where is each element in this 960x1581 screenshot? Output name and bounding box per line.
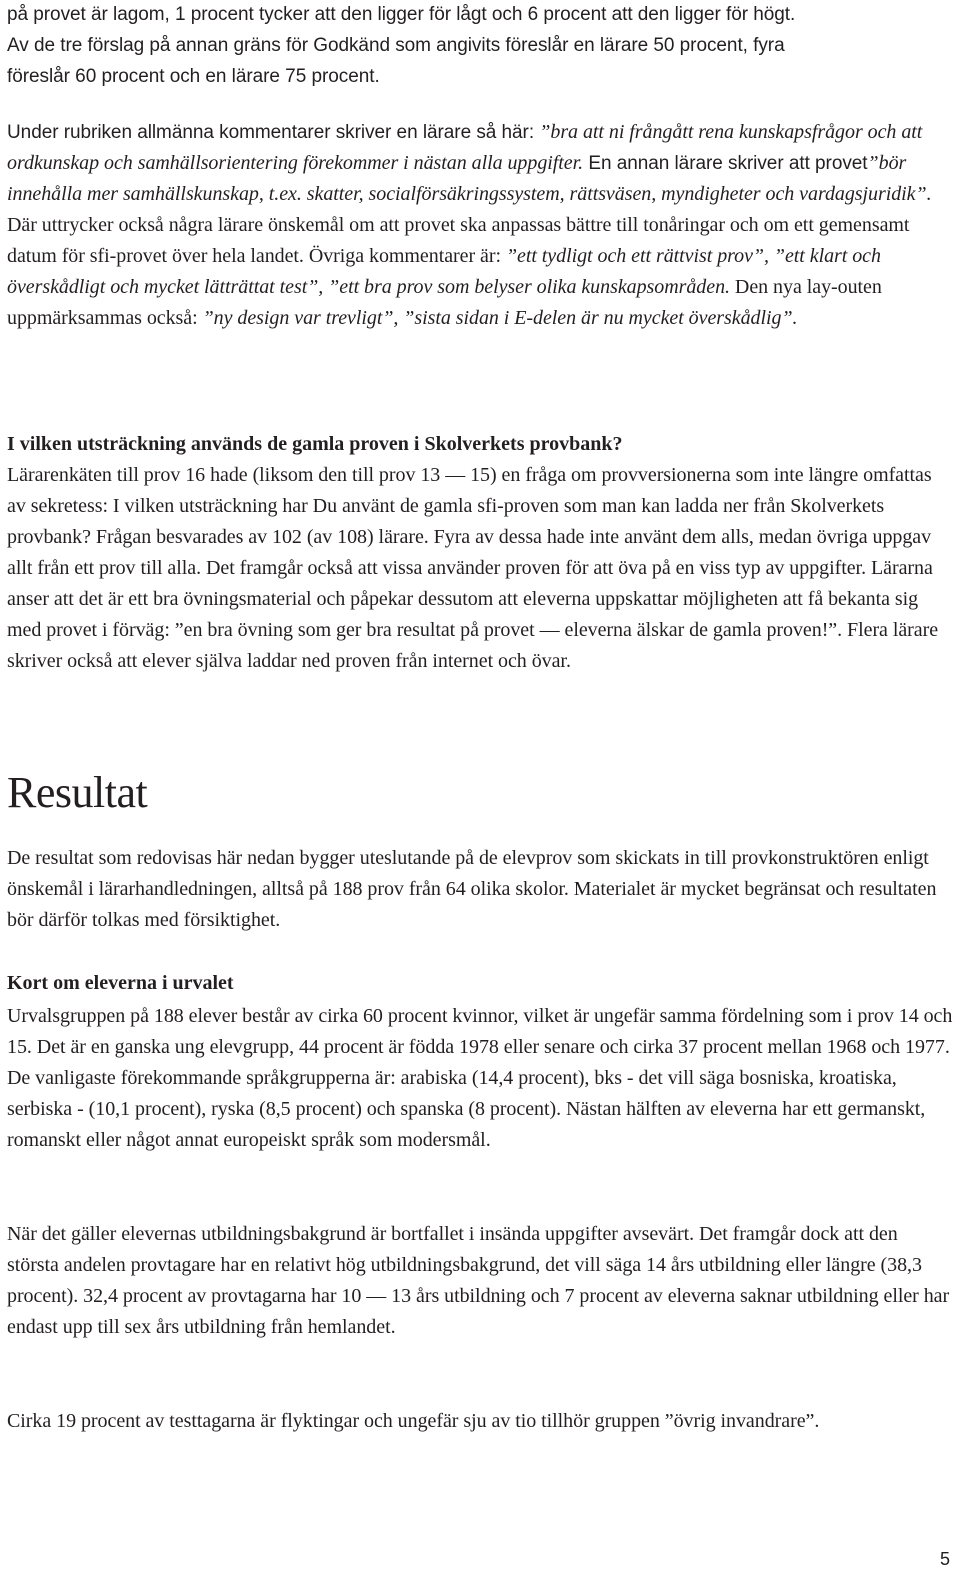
sample-heading: Kort om eleverna i urvalet [7,972,234,994]
comments-text-c: Där uttrycker också några lärare önskemål om att provet ska anpassas bättre till tonåringar och om ett gemensamt datum för sfi-provet över hela landet. Övriga kommentarer är: [7,214,910,267]
comments-text [7,117,953,334]
results-text: De resultat som redovisas här nedan bygger uteslutande på de elevprov som skickats in till provkonstruktören enligt önskemål i lärarhandledningen, alltså på 188 prov från 64 olika skolor. Materialet är mycket begränsat och resultaten bör därför tolkas med försiktighet. [7,847,937,931]
quote-1: ”bra att ni frångått rena kunskapsfrågor och att ordkunskap och samhällsorientering förekommer i nästan alla uppgifter. [7,121,923,174]
refugees-text: Cirka 19 procent av testtagarna är flyktingar och ungefär sju av tio tillhör gruppen ”övrig invandrare”. [7,1410,820,1432]
section-title-resultat: Resultat [7,768,148,817]
comments-paragraph [7,117,953,334]
page-number: 5 [939,1549,950,1569]
intro-line-2: Av de tre förslag på annan gräns för Godkänd som angivits föreslår en lärare 50 procent, fyra [7,35,785,56]
comments-text-b: En annan lärare skriver att provet [583,153,868,174]
education-text: När det gäller elevernas utbildningsbakgrund är bortfallet i insända uppgifter avsevärt. Det framgår dock att den största andelen provtagare har en relativt hög utbildningsbakgrund, det vill säga 14 års utbildning eller längre (38,3 procent). 32,4 procent av provtagarna har 10 — 13 års utbildning och 7 procent av eleverna saknar utbildning eller har endast upp till sex års utbildning från hemlandet. [7,1223,950,1338]
provbank-paragraph [7,460,953,677]
comments-text-d: Den nya lay-outen uppmärksammas också: [7,276,882,329]
quote-2: ”bör innehålla mer samhällskunskap, t.ex. skatter, socialförsäkringssystem, rättsväsen, myndigheter och vardagsjuridik”. [7,152,932,205]
quote-4: ”ny design var trevligt”, ”sista sidan i E-delen är nu mycket överskådlig”. [202,307,798,329]
provbank-heading: I vilken utsträckning används de gamla proven i Skolverkets provbank? [7,433,623,455]
intro-line-3: föreslår 60 procent och en lärare 75 procent. [7,66,380,87]
refugees-paragraph [7,1406,953,1437]
education-paragraph [7,1219,953,1343]
comments-text-a: Under rubriken allmänna kommentarer skriver en lärare så här: [7,122,540,143]
sample-text: Urvalsgruppen på 188 elever består av cirka 60 procent kvinnor, vilket är ungefär samma fördelning som i prov 14 och 15. Det är en ganska ung elevgrupp, 44 procent är födda 1978 eller senare och cirka 37 procent mellan 1968 och 1977. De vanligaste förekommande språkgrupperna är: arabiska (14,4 procent), bks - det vill säga bosniska, kroatiska, serbiska - (10,1 procent), ryska (8,5 procent) och spanska (8 procent). Nästan hälften av eleverna har ett germanskt, romanskt eller något annat europeiskt språk som modersmål. [7,1005,953,1151]
quote-3: ”ett tydligt och ett rättvist prov”, ”ett klart och överskådligt och mycket lätträttat test”, ”ett bra prov som belyser olika kunskapsområden. [7,245,881,298]
intro-paragraph [7,0,953,92]
intro-line-1: på provet är lagom, 1 procent tycker att den ligger för lågt och 6 procent att den ligger för högt. [7,4,796,25]
provbank-text: Lärarenkäten till prov 16 hade (liksom den till prov 13 — 15) en fråga om provversionerna som inte längre omfattas av sekretess: I vilken utsträckning har Du använt de gamla sfi-proven som man kan ladda ner från Skolverkets provbank? Frågan besvarades av 102 (av 108) lärare. Fyra av dessa hade inte använt dem alls, medan övriga uppgav allt från ett prov till alla. Det framgår också att vissa använder proven för att öva på en viss typ av uppgifter. Lärarna anser att det är ett bra övningsmaterial och påpekar dessutom att eleverna uppskattar möjligheten att få bekanta sig med provet i förväg: ”en bra övning som ger bra resultat på provet — eleverna älskar de gamla proven!”. Flera lärare skriver också att elever själva laddar ned proven från internet och övar. [7,464,939,672]
results-paragraph [7,843,953,936]
sample-paragraph [7,1001,953,1156]
